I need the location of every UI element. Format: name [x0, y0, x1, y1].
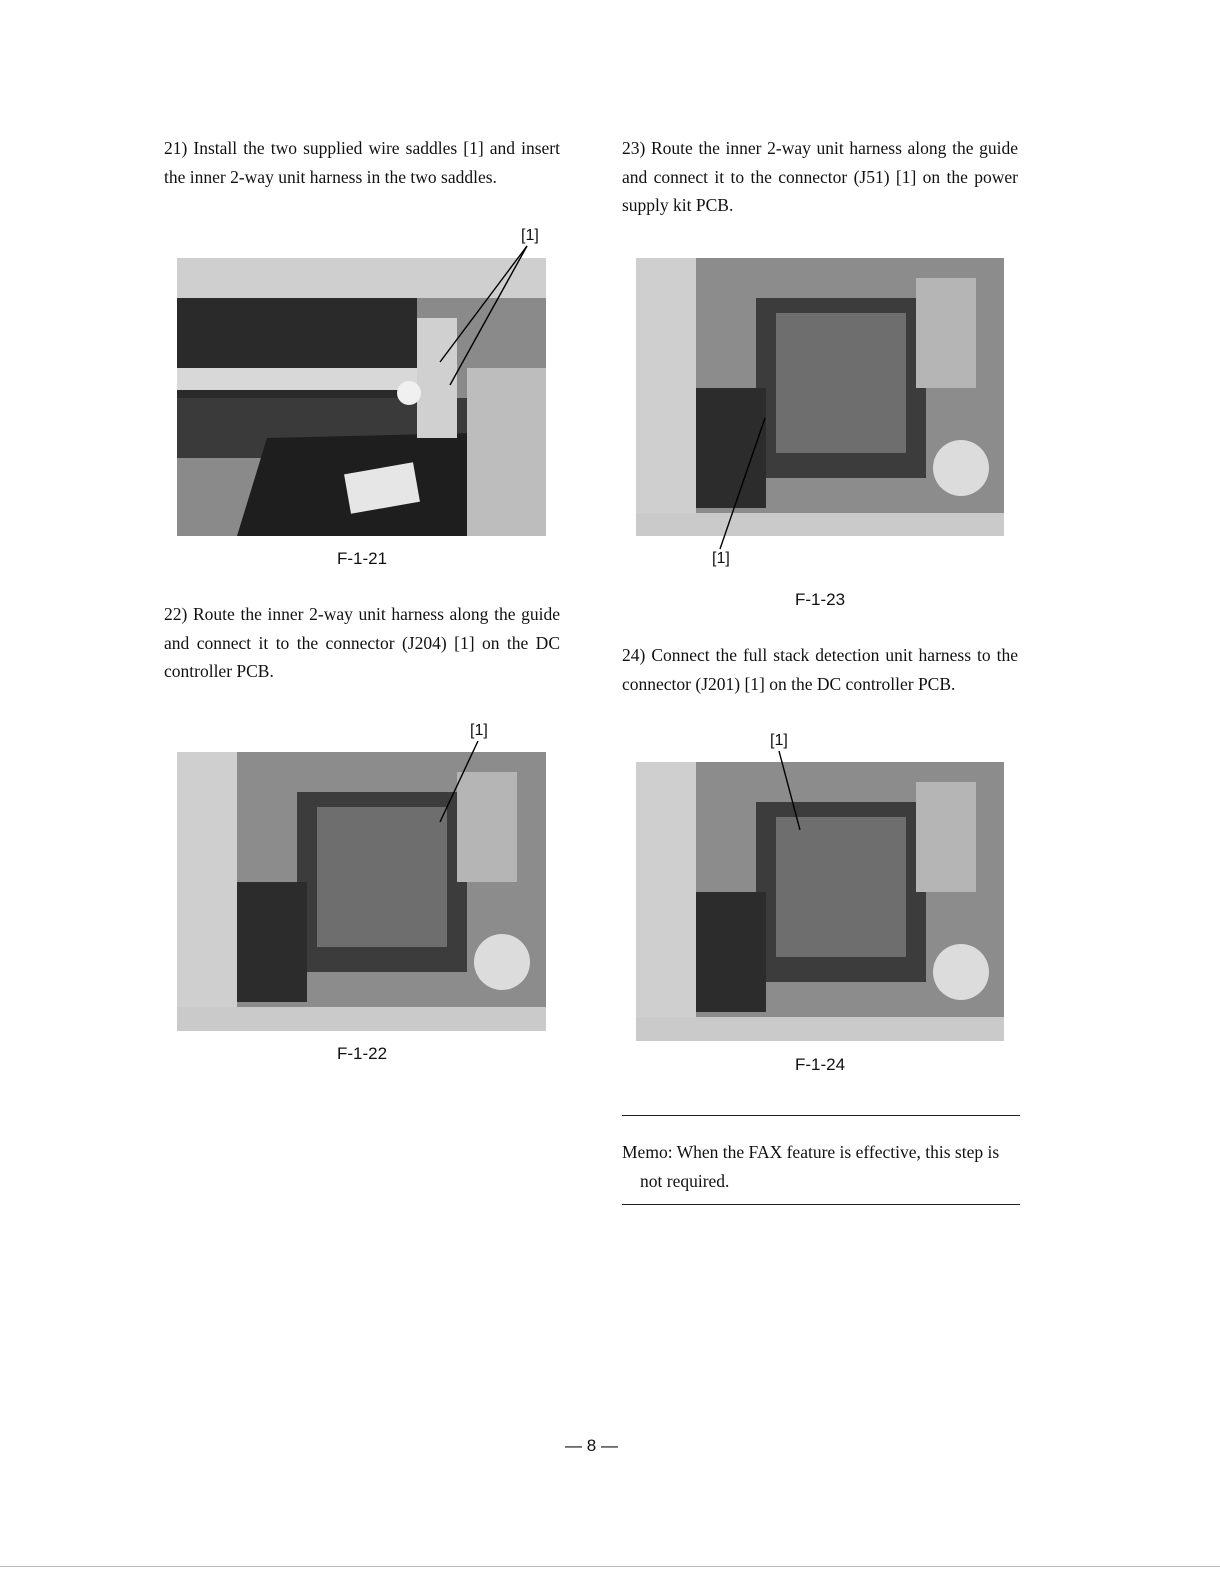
page-bottom-divider: [0, 1566, 1220, 1567]
page-number: — 8 —: [565, 1436, 618, 1455]
memo-text: [622, 1138, 1020, 1196]
f22-caption: F-1-22: [336, 1044, 388, 1063]
step-22-text: 22) Route the inner 2-way unit harness along the guide and connect it to the connector (J204) [1] on the DC controller PCB.: [164, 604, 560, 681]
memo-bottom-rule: [622, 1204, 1020, 1205]
f23-caption: F-1-23: [794, 590, 846, 609]
photo-f23: [636, 258, 1004, 536]
memo-line-1: Memo: When the FAX feature is effective, this step is: [622, 1142, 1000, 1162]
photo-f21: [177, 258, 546, 536]
f21-caption: F-1-21: [336, 549, 388, 568]
step-21-text: 21) Install the two supplied wire saddles [1] and insert the inner 2-way unit harness in the two saddles.: [164, 138, 560, 187]
f22-callout: [1]: [470, 722, 488, 739]
f23-callout: [1]: [712, 550, 730, 567]
f24-callout: [1]: [770, 732, 788, 749]
step-23-text: 23) Route the inner 2-way unit harness along the guide and connect it to the connector (J51) [1] on the power supply kit PCB.: [622, 138, 1018, 215]
f21-callout: [1]: [521, 227, 539, 244]
memo-line-2: not required.: [640, 1171, 730, 1191]
photo-f24: [636, 762, 1004, 1041]
photo-f22: [177, 752, 546, 1031]
f24-caption: F-1-24: [794, 1055, 846, 1074]
memo-top-rule: [622, 1115, 1020, 1116]
step-24-text: 24) Connect the full stack detection unit harness to the connector (J201) [1] on the DC controller PCB.: [622, 645, 1018, 694]
